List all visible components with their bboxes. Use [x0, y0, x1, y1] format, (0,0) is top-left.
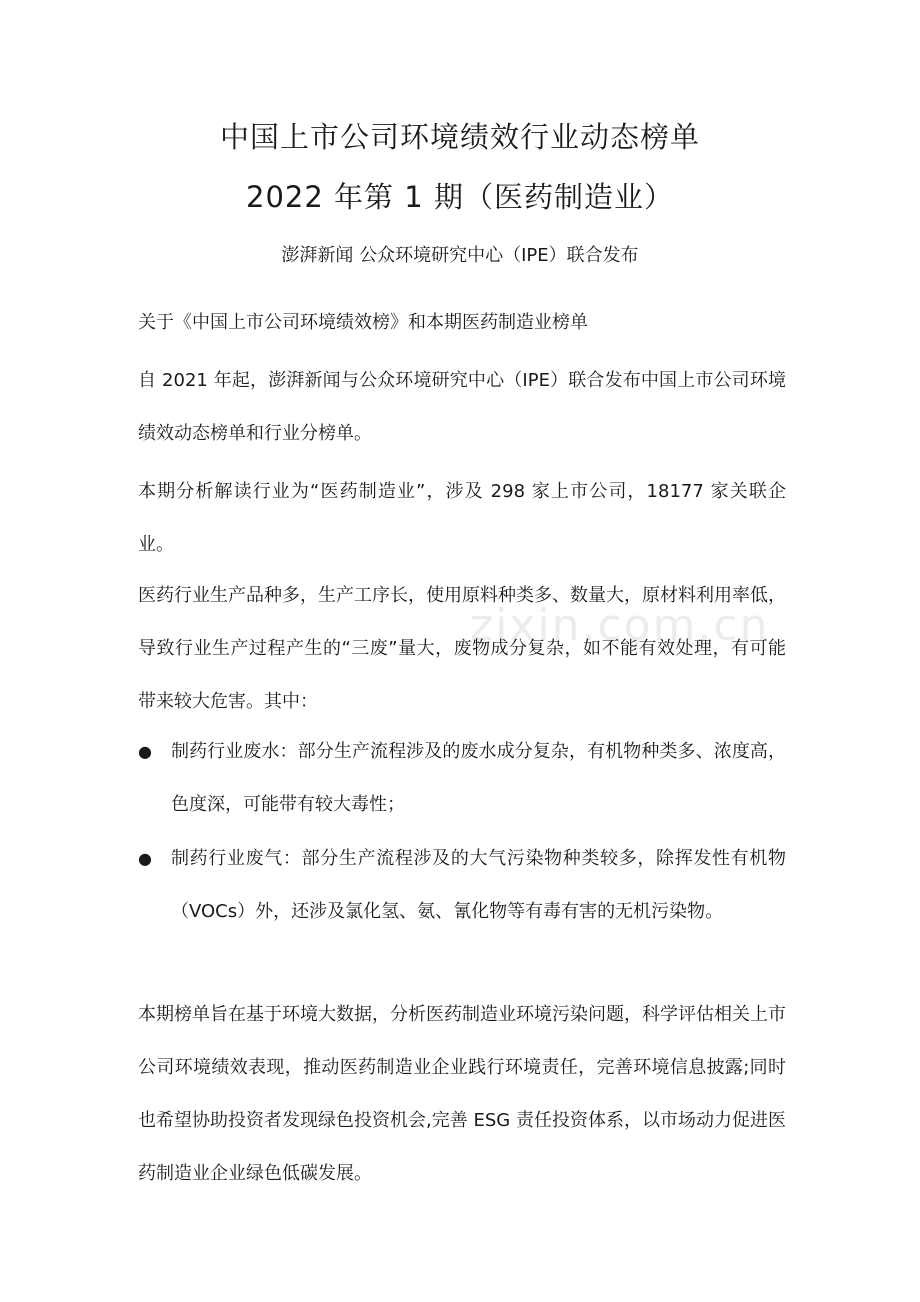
bullet-icon: ● — [138, 742, 152, 761]
watermark: zixin.com.cn — [470, 600, 770, 651]
section-heading: 关于《中国上市公司环境绩效榜》和本期医药制造业榜单 — [138, 312, 588, 333]
paragraph-scope: 本期分析解读行业为“医药制造业”，涉及 298 家上市公司，18177 家关联企业。 — [138, 481, 786, 555]
list-item-exhaust-gas — [138, 832, 786, 938]
paragraph-closing: 本期榜单旨在基于环境大数据，分析医药制造业环境污染问题，科学评估相关上市公司环境绩效表现，推动医药制造业企业践行环境责任，完善环境信息披露;同时也希望协助投资者发现绿色投资机会,完善 ESG 责任投资体系，以市场动力促进医药制造业企业绿色低碳发展。 — [138, 1004, 786, 1184]
paragraph-intro: 自 2021 年起，澎湃新闻与公众环境研究中心（IPE）联合发布中国上市公司环境绩效动态榜单和行业分榜单。 — [138, 370, 786, 444]
list-item-wastewater — [138, 725, 786, 831]
document-title: 中国上市公司环境绩效行业动态榜单 — [219, 120, 700, 154]
list-item-text: 制药行业废气：部分生产流程涉及的大气污染物种类较多，除挥发性有机物（VOCs）外，还涉及氯化氢、氨、氰化物等有毒有害的无机污染物。 — [171, 848, 786, 922]
document-subtitle: 2022 年第 1 期（医药制造业） — [246, 180, 674, 214]
paragraph-industry: 医药行业生产品种多，生产工序长，使用原料种类多、数量大，原材料利用率低，导致行业生产过程产生的“三废”量大，废物成分复杂，如不能有效处理，有可能带来较大危害。其中： — [138, 585, 786, 712]
bullet-icon: ● — [138, 849, 152, 868]
list-item-text: 制药行业废水：部分生产流程涉及的废水成分复杂，有机物种类多、浓度高，色度深，可能带有较大毒性； — [171, 741, 786, 815]
byline: 澎湃新闻 公众环境研究中心（IPE）联合发布 — [281, 245, 639, 266]
